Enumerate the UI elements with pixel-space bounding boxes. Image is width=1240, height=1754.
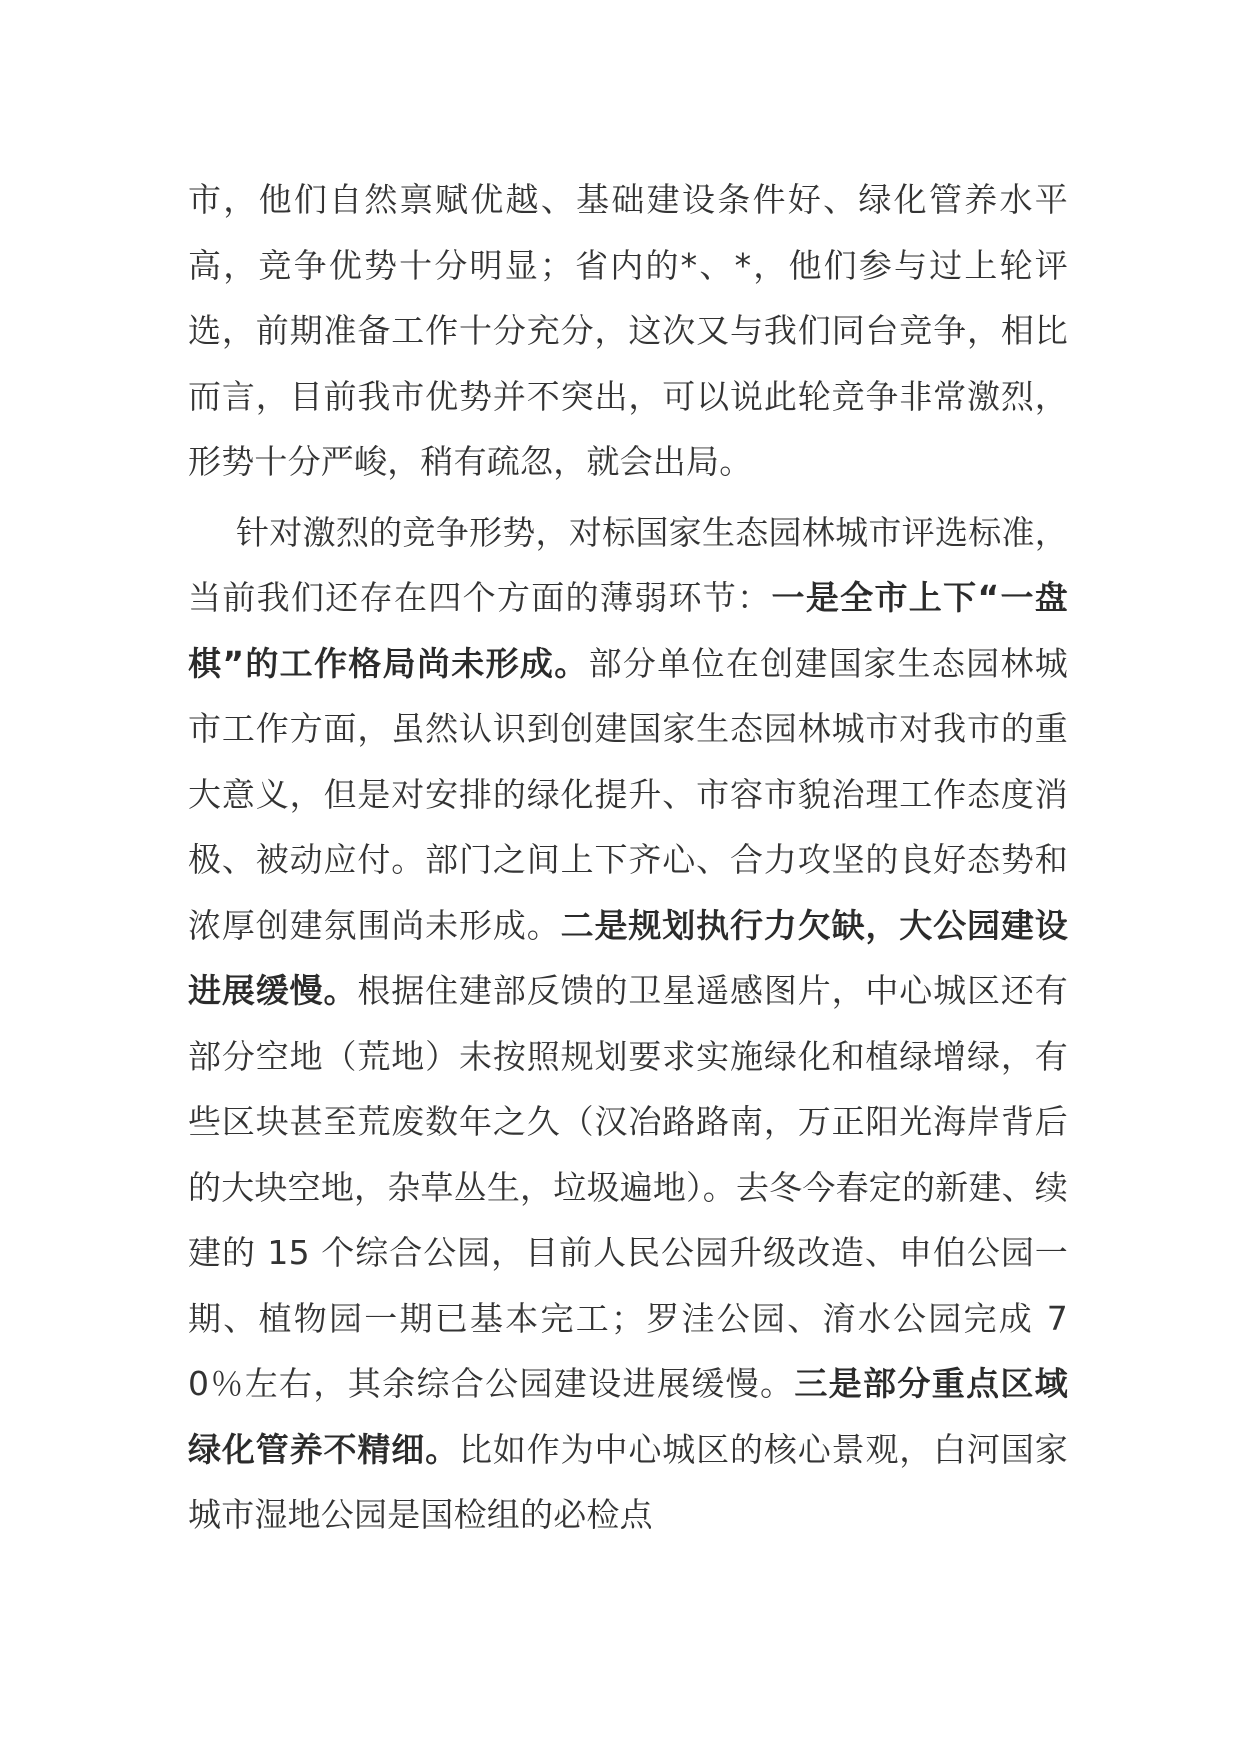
paragraph-text: 市，他们自然禀赋优越、基础建设条件好、绿化管养水平高，竞争优势十分明显；省内的*、*，他们参与过上轮评选，前期准备工作十分充分，这次又与我们同台竞争，相比而言，目前我市优势并不突出，可以说此轮竞争非常激烈，形势十分严峻，稍有疏忽，就会出局。 xyxy=(188,180,1068,481)
point-3-body: 比如作为中心城区的核心景观，白河国家城市湿地公园是国检组的必检点 xyxy=(188,1429,1068,1534)
point-1-heading: 一是全市上下“一盘棋”的工作格局尚未形成。 xyxy=(188,578,1068,683)
point-1-body: 部分单位在创建国家生态园林城市工作方面，虽然认识到创建国家生态园林城市对我市的重大意义，但是对安排的绿化提升、市容市貌治理工作态度消极、被动应付。部门之间上下齐心、合力攻坚的良好态势和浓厚创建氛围尚未形成。 xyxy=(188,643,1068,945)
point-2-heading: 二是规划执行力欠缺，大公园建设进展缓慢。 xyxy=(188,905,1068,1010)
point-2-body: 根据住建部反馈的卫星遥感图片，中心城区还有部分空地（荒地）未按照规划要求实施绿化和植绿增绿，有些区块甚至荒废数年之久（汉冶路路南，万正阳光海岸背后的大块空地，杂草丛生，垃圾遍地）。去冬今春定的新建、续建的 15 个综合公园，目前人民公园升级改造、申伯公园一期、植物园一期已基本完工；罗洼公园、淯水公园完成 70％左右，其余综合公园建设进展缓慢。 xyxy=(188,971,1068,1403)
document-body xyxy=(188,167,1068,1548)
paragraph-weaknesses xyxy=(188,500,1068,1548)
paragraph-intro: 针对激烈的竞争形势，对标国家生态园林城市评选标准，当前我们还存在四个方面的薄弱环节： xyxy=(188,512,1068,617)
paragraph-competition xyxy=(188,167,1068,495)
point-3-heading: 三是部分重点区域绿化管养不精细。 xyxy=(188,1364,1068,1469)
